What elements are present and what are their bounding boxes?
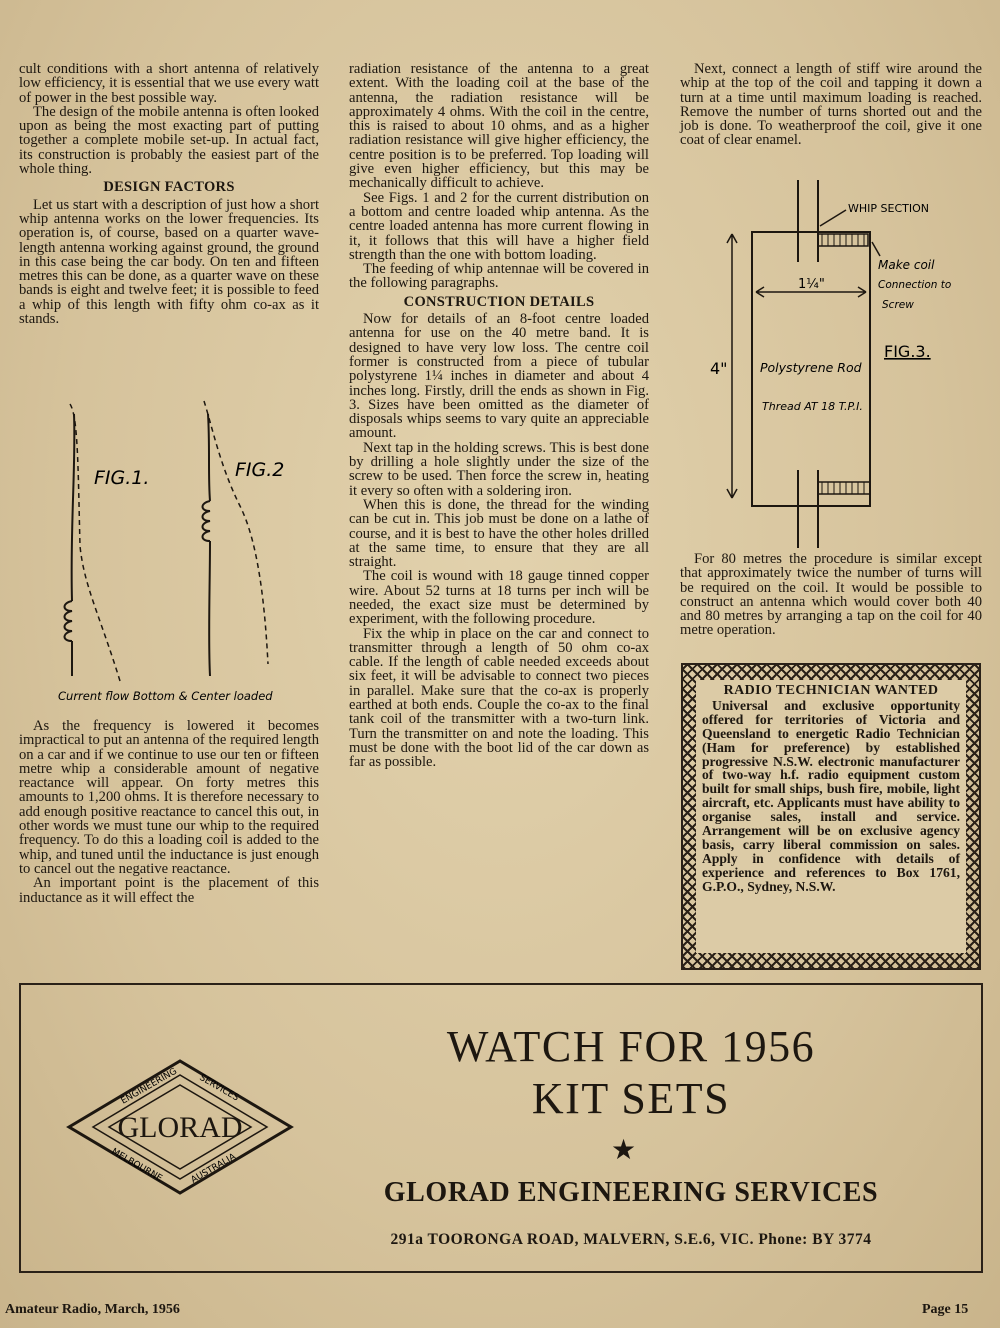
height-dimension	[727, 234, 737, 498]
fig2-loading-coil	[203, 501, 211, 541]
column-3-bottom	[680, 552, 982, 638]
column-2	[349, 62, 649, 770]
footer-publication: Amateur Radio, March, 1956	[5, 1302, 180, 1317]
company-name: GLORAD ENGINEERING SERVICES	[383, 1177, 879, 1208]
screw-bottom	[818, 482, 870, 494]
section-heading-construction-details: CONSTRUCTION DETAILS	[403, 293, 595, 310]
fig2-whip-upper	[208, 414, 210, 501]
height-label: 4"	[710, 359, 728, 378]
star-icon: ★	[611, 1135, 637, 1166]
paragraph: radiation resistance of the antenna to a great extent. With the loading coil at the base of the antenna, the radiation resistance will be approximately 4 ohms. With the coil in the centre, this is raised to about 10 ohms, and as a higher radiation resistance will give higher efficiency, the centre position is to be preferred. Top loading will give even higher efficiency, but this may be mechanically difficult to achieve.	[349, 61, 649, 192]
screw-top	[818, 234, 868, 246]
ad-body: Universal and exclusive opportunity offered for territories of Victoria and Queensland to energetic Radio Technician (Ham for preference) by established progressive N.S.W. electronic manufacturer of two-way h.f. radio equipment custom built for small ships, bush fire, mobile, light aircraft, etc. Applicants must have ability to organise sales, install and service. Arrangement will be on exclusive agency basis, carry liberal commission on sales. Apply in confidence with details of experience and references to Box 1761, G.P.O., Sydney, N.S.W.	[702, 697, 960, 894]
logo-name: GLORAD	[117, 1111, 243, 1144]
whip-section-top	[798, 180, 818, 262]
glorad-advertisement	[19, 983, 983, 1273]
fig2-label: FIG.2	[235, 459, 285, 481]
thread-label: Thread AT 18 T.P.I.	[762, 400, 863, 413]
whip-section-label: WHIP SECTION	[848, 202, 929, 215]
paragraph: Fix the whip in place on the car and connect to transmitter through a length of 50 ohm co-ax cable. If the length of cable needed exceeds about six feet, it will be advisable to connect two pieces in parallel. Make sure that the co-ax is properly earthed at both ends. Couple the co-ax to the final tank coil of the transmitter with a two-turn link. Turn the transmitter on and note the loading. This must be done with the boot lid of the car down as far as possible.	[349, 625, 649, 771]
figure-3-coil-former	[700, 176, 980, 548]
company-address: 291a TOORONGA ROAD, MALVERN, S.E.6, VIC. Phone: BY 3774	[390, 1231, 872, 1248]
paragraph: cult conditions with a short antenna of relatively low efficiency, it is essential that we use every watt of power in the best possible way.	[19, 61, 319, 106]
headline-line-2: KIT SETS	[531, 1074, 731, 1123]
paragraph: The design of the mobile antenna is often looked upon as being the most exacting part of putting together a complete mobile set-up. In actual fact, its construction is probably the easiest part of the whole thing.	[19, 103, 319, 178]
glorad-logo	[65, 1057, 295, 1197]
fig3-label: FIG.3.	[884, 342, 931, 361]
fig2-whip-lower	[209, 541, 210, 676]
fig1-whip-line	[72, 414, 75, 601]
headline-line-1: WATCH FOR 1956	[446, 1022, 816, 1071]
paragraph: For 80 metres the procedure is similar except that approximately twice the number of turns will be required on the coil. It would be possible to construct an antenna which would cover both 40 and 80 metres by arranging a tap on the coil for 40 metre operation.	[680, 551, 982, 639]
whip-section-bottom	[798, 470, 818, 548]
fig1-current-curve	[70, 404, 120, 681]
rod-label: Polystyrene Rod	[760, 360, 862, 375]
fig1-loading-coil	[65, 601, 73, 641]
section-heading-design-factors: DESIGN FACTORS	[103, 179, 235, 196]
fig12-caption: Current flow Bottom & Center loaded	[58, 689, 273, 703]
fig2-current-curve	[204, 401, 268, 664]
make-coil-label: Make coil	[878, 258, 935, 272]
logo-text-services: SERVICES	[197, 1072, 241, 1104]
job-advertisement-box	[681, 663, 981, 970]
ad-heading: RADIO TECHNICIAN WANTED	[723, 683, 939, 698]
paragraph: Let us start with a description of just how a short whip antenna works on the lower frequencies. Its operation is, of course, based on a quarter wave-length antenna working against ground, the ground in this case being the car body. On ten and fifteen metres this can be done, as a quarter wave on these bands is eight and twelve feet; it is possible to feed a whip of this length with fifty ohm co-ax as it stands.	[19, 196, 319, 328]
figure-1-2-current-distribution	[40, 396, 330, 706]
logo-text-engineering: ENGINEERING	[119, 1066, 179, 1107]
paragraph: As the frequency is lowered it becomes impractical to put an antenna of the required length on a car and if we continue to use our ten or fifteen metre whip a considerable amount of negative reactance will appear. On forty metres this amounts to 1,200 ohms. It is therefore necessary to add enough positive reactance to cancel this out, in other words we must tune our whip to the required frequency. To do this a loading coil is added to the whip, and tuned until the inductance is just enough to cancel out the negative reactance.	[19, 718, 319, 877]
footer-page-number: Page 15	[922, 1302, 969, 1317]
make-coil-label-3: Screw	[882, 299, 914, 311]
paragraph: The feeding of whip antennae will be covered in the following paragraphs.	[349, 261, 649, 292]
paragraph: An important point is the placement of this inductance as it will effect the	[19, 875, 319, 906]
logo-text-melbourne: MELBOURNE	[109, 1146, 164, 1185]
paragraph: See Figs. 1 and 2 for the current distribution on a bottom and centre loaded whip antenna. As the centre loaded antenna has more current flowing in it, it follows that this will have a higher field strength than the one with bottom loading.	[349, 189, 649, 263]
width-label: 1¼"	[798, 277, 825, 292]
paragraph: Next, connect a length of stiff wire around the whip at the top of the coil and tapping it down a turn at a time until maximum loading is reached. Remove the number of turns shorted out and the job is done. To weatherproof the coil, give it one coat of clear enamel.	[680, 61, 982, 149]
column-1-top	[19, 62, 319, 326]
logo-text-australia: AUSTRALIA	[189, 1152, 238, 1186]
column-3-top	[680, 62, 982, 148]
paragraph: Next tap in the holding screws. This is best done by drilling a hole slightly under the size of the screw to be used. Then force the screw in, heating it every so often with a soldering iron.	[349, 439, 649, 499]
paragraph: Now for details of an 8-foot centre loaded antenna for use on the 40 metre band. It is designed to have very low loss. The centre coil former is constructed from a piece of tubular polystyrene 1¼ inches in diameter and about 4 inches long. Firstly, drill the ends as shown in Fig. 3. Sizes have been omitted as the diameter of disposals whips seems to vary quite an appreciable amount.	[349, 311, 649, 442]
paragraph: When this is done, the thread for the winding can be cut in. This job must be done on a lathe of course, and it is best to have the other holes drilled at the same time, to ensure that they are all straight.	[349, 496, 649, 571]
make-coil-label-2: Connection to	[878, 279, 952, 291]
column-1-bottom	[19, 719, 319, 905]
job-advertisement-content	[696, 680, 966, 953]
paragraph: The coil is wound with 18 gauge tinned copper wire. About 52 turns at 18 turns per inch will be needed, the exact size must be determined by experiment, with the following procedure.	[349, 568, 649, 628]
fig1-label: FIG.1.	[94, 467, 150, 489]
